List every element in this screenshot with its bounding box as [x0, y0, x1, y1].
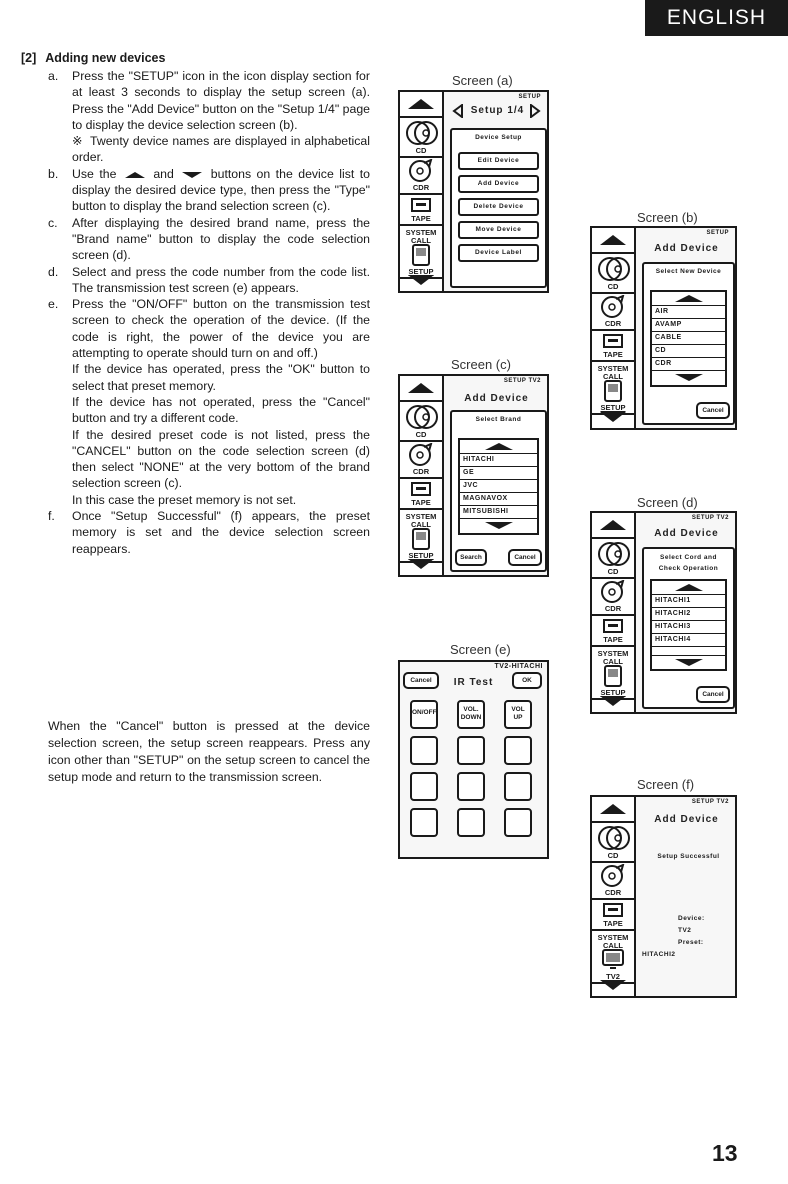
call-label: CALL — [603, 941, 623, 950]
panel-heading: Select Brand — [475, 416, 522, 423]
instructions — [48, 68, 370, 557]
list-down-arrow-icon[interactable] — [652, 655, 725, 669]
scroll-up-icon[interactable] — [600, 804, 626, 814]
screen-a-caption: Screen (a) — [452, 73, 513, 88]
step-letter: c. — [48, 215, 58, 230]
tape-label: TAPE — [411, 498, 431, 507]
icon-sidebar — [592, 513, 636, 712]
scroll-down-icon[interactable] — [600, 412, 626, 422]
panel-heading-line-2: Check Operation — [658, 565, 719, 572]
list-item[interactable]: CDR — [652, 358, 725, 371]
section-title: Adding new devices — [45, 51, 166, 65]
call-label: CALL — [411, 236, 431, 245]
scroll-up-icon[interactable] — [600, 520, 626, 530]
step-text: buttons on the device list to display the desired device type, then press the "Type" button to display the brand selection screen (c). — [72, 166, 370, 214]
step-e — [48, 296, 370, 361]
list-item[interactable]: MAGNAVOX — [460, 493, 537, 506]
system-label: SYSTEM — [405, 228, 437, 237]
delete-device-button[interactable]: Delete Device — [458, 198, 539, 216]
panel-heading: Device Setup — [475, 134, 522, 141]
mode-tag: SETUP TV2 — [503, 378, 541, 384]
step-letter: b. — [48, 166, 59, 181]
screen-b — [590, 226, 737, 430]
screen-b-caption: Screen (b) — [637, 210, 698, 225]
step-text: Select and press the code number from the code list. The transmission test screen (e) appears. — [72, 264, 370, 295]
step-e-not-set — [48, 492, 370, 508]
success-message: Setup Successful — [657, 853, 720, 860]
blank-button[interactable] — [410, 808, 438, 837]
screen-title: IR Test — [453, 677, 494, 688]
step-text: If the device has not operated, press the "Cancel" button and try a different code. — [72, 394, 370, 426]
step-f — [48, 508, 370, 557]
note-text: Twenty device names are displayed in alphabetical order. — [72, 134, 370, 165]
list-item[interactable]: MITSUBISHI — [460, 506, 537, 519]
screen-e — [398, 660, 549, 859]
note-mark: ※ — [72, 134, 83, 149]
icon-sidebar — [400, 92, 444, 291]
tape-label: TAPE — [603, 350, 623, 359]
screen-d — [590, 511, 737, 714]
list-item[interactable]: AVAMP — [652, 319, 725, 332]
list-item[interactable]: GE — [460, 467, 537, 480]
tape-label: TAPE — [603, 919, 623, 928]
scroll-up-icon[interactable] — [408, 383, 434, 393]
cd-icon[interactable] — [596, 541, 632, 567]
cdr-label: CDR — [604, 604, 622, 613]
device-setup-panel — [450, 128, 547, 288]
brand-list — [458, 438, 539, 535]
closing-paragraph: When the "Cancel" button is pressed at the device selection screen, the setup screen reappears. Press any icon other than "SETUP" on the setup screen to cancel the setup mode and return to the transmission screen. — [48, 719, 370, 784]
step-letter: e. — [48, 297, 59, 312]
tape-icon[interactable] — [411, 482, 431, 496]
panel-heading-line-1: Select Cord and — [660, 554, 717, 561]
scroll-down-icon[interactable] — [600, 696, 626, 706]
list-item[interactable]: CABLE — [652, 332, 725, 345]
cd-label: CD — [415, 430, 427, 439]
system-label: SYSTEM — [597, 933, 629, 942]
setup-label[interactable]: SETUP — [600, 688, 626, 697]
page-number: 13 — [712, 1140, 738, 1166]
list-item[interactable]: CD — [652, 345, 725, 358]
cd-label: CD — [607, 851, 619, 860]
step-text: After displaying the desired brand name, press the "Brand name" button to display the code selection screen (d). — [72, 215, 370, 263]
mode-tag: SETUP TV2 — [691, 799, 729, 805]
blank-button[interactable] — [504, 772, 532, 801]
section-heading — [21, 51, 165, 65]
cancel-button[interactable]: Cancel — [696, 686, 730, 703]
step-b — [48, 166, 370, 215]
tv-icon[interactable] — [602, 949, 624, 969]
system-label: SYSTEM — [597, 649, 629, 658]
code-list — [650, 579, 727, 671]
call-label: CALL — [411, 520, 431, 529]
cdr-icon[interactable] — [600, 864, 626, 888]
call-label: CALL — [603, 372, 623, 381]
step-text: Press the "ON/OFF" button on the transmission test screen to check the operation of the device. (If the code is right, the power of the device you are attempting to operate should turn on and off.) — [72, 297, 370, 361]
tape-label: TAPE — [411, 214, 431, 223]
screen-title: Add Device — [654, 243, 719, 254]
cancel-button[interactable]: Cancel — [508, 549, 542, 566]
blank-button[interactable] — [504, 736, 532, 765]
mode-tag: SETUP TV2 — [691, 515, 729, 521]
list-item[interactable]: HITACHI1 — [652, 595, 725, 608]
cd-icon[interactable] — [404, 404, 440, 430]
cdr-label: CDR — [412, 183, 430, 192]
list-item[interactable]: HITACHI — [460, 454, 537, 467]
screen-title: Add Device — [654, 814, 719, 825]
cd-icon[interactable] — [404, 120, 440, 146]
tape-icon[interactable] — [603, 619, 623, 633]
blank-button[interactable] — [410, 736, 438, 765]
step-letter: d. — [48, 264, 59, 279]
blank-button[interactable] — [457, 808, 485, 837]
cd-icon[interactable] — [596, 256, 632, 282]
step-c — [48, 215, 370, 264]
system-call-icon[interactable] — [604, 665, 622, 687]
screen-a — [398, 90, 549, 293]
mode-tag: TV2-HITACHI — [494, 663, 543, 670]
cdr-label: CDR — [604, 319, 622, 328]
system-label: SYSTEM — [597, 364, 629, 373]
preset-value: HITACHI2 — [642, 951, 676, 958]
down-arrow-icon — [182, 172, 202, 178]
cdr-label: CDR — [412, 467, 430, 476]
step-a — [48, 68, 370, 133]
mode-tag: SETUP — [518, 94, 541, 100]
screen-title: Setup 1/4 — [470, 105, 525, 116]
preset-label: Preset: — [678, 939, 704, 946]
prev-page-icon[interactable] — [452, 104, 464, 118]
screen-f — [590, 795, 737, 998]
edit-device-button[interactable]: Edit Device — [458, 152, 539, 170]
tape-icon[interactable] — [603, 334, 623, 348]
device-label: Device: — [678, 915, 705, 922]
step-d — [48, 264, 370, 297]
brand-select-panel — [450, 410, 547, 572]
blank-button[interactable] — [410, 772, 438, 801]
cancel-button[interactable]: Cancel — [696, 402, 730, 419]
step-text: Press the "SETUP" icon in the icon display section for at least 3 seconds to display the setup screen (a). Press the "Add Device" button on the "Setup 1/4" page to display the device selection screen (b). — [72, 69, 370, 132]
step-e-cancel — [48, 394, 370, 427]
step-text: Use the — [72, 166, 117, 181]
step-e-ok — [48, 361, 370, 394]
system-label: SYSTEM — [405, 512, 437, 521]
setup-label[interactable]: SETUP — [408, 267, 434, 276]
list-item[interactable]: JVC — [460, 480, 537, 493]
icon-sidebar — [592, 228, 636, 428]
device-value: TV2 — [678, 927, 692, 934]
list-item[interactable]: AIR — [652, 306, 725, 319]
tape-icon[interactable] — [411, 198, 431, 212]
list-down-arrow-icon[interactable] — [460, 519, 537, 533]
step-text: In this case the preset memory is not set. — [72, 492, 297, 507]
mode-tag: SETUP — [706, 230, 729, 236]
icon-sidebar — [592, 797, 636, 996]
scroll-down-icon[interactable] — [408, 559, 434, 569]
system-call-icon[interactable] — [604, 380, 622, 402]
screen-title: Add Device — [654, 528, 719, 539]
result-panel — [642, 831, 735, 993]
step-a-note — [48, 133, 370, 166]
section-number: [2] — [21, 51, 37, 65]
cd-label: CD — [415, 146, 427, 155]
list-up-arrow-icon[interactable] — [652, 581, 725, 595]
scroll-up-icon[interactable] — [408, 99, 434, 109]
setup-label[interactable]: SETUP — [600, 403, 626, 412]
cd-icon[interactable] — [596, 825, 632, 851]
setup-label[interactable]: SETUP — [408, 551, 434, 560]
list-item[interactable]: HITACHI3 — [652, 621, 725, 634]
screen-c-caption: Screen (c) — [451, 357, 511, 372]
screen-e-caption: Screen (e) — [450, 642, 511, 657]
language-badge: ENGLISH — [645, 0, 788, 36]
up-arrow-icon — [125, 172, 145, 178]
blank-button[interactable] — [457, 772, 485, 801]
list-up-arrow-icon[interactable] — [460, 440, 537, 454]
tape-label: TAPE — [603, 635, 623, 644]
icon-sidebar — [400, 376, 444, 575]
list-spacer — [652, 647, 725, 655]
on-off-button[interactable]: ON/OFF — [410, 700, 438, 729]
panel-heading: Select New Device — [655, 268, 722, 275]
step-letter: f. — [48, 509, 55, 524]
screen-c — [398, 374, 549, 577]
cd-label: CD — [607, 567, 619, 576]
call-label: CALL — [603, 657, 623, 666]
move-device-button[interactable]: Move Device — [458, 221, 539, 239]
cdr-icon[interactable] — [408, 443, 434, 467]
step-letter: a. — [48, 69, 59, 83]
cdr-label: CDR — [604, 888, 622, 897]
list-up-arrow-icon[interactable] — [652, 292, 725, 306]
cd-label: CD — [607, 282, 619, 291]
scroll-down-icon[interactable] — [408, 275, 434, 285]
list-down-arrow-icon[interactable] — [652, 371, 725, 385]
device-list — [650, 290, 727, 387]
tv2-label[interactable]: TV2 — [606, 972, 620, 981]
blank-button[interactable] — [457, 736, 485, 765]
scroll-down-icon[interactable] — [600, 980, 626, 990]
step-text: If the desired preset code is not listed, press the "CANCEL" button on the code selection screen (d) then select "NONE" at the very bottom of the brand selection screen (c). — [72, 427, 370, 491]
system-call-icon[interactable] — [412, 528, 430, 550]
cdr-icon[interactable] — [600, 580, 626, 604]
tape-icon[interactable] — [603, 903, 623, 917]
vol-up-button[interactable]: VOL UP — [504, 700, 532, 729]
scroll-up-icon[interactable] — [600, 235, 626, 245]
screen-f-caption: Screen (f) — [637, 777, 695, 792]
vol-down-button[interactable]: VOL. DOWN — [457, 700, 485, 729]
step-e-none — [48, 427, 370, 492]
list-item[interactable]: HITACHI2 — [652, 608, 725, 621]
device-label-button[interactable]: Device Label — [458, 244, 539, 262]
ok-button[interactable]: OK — [512, 672, 542, 689]
cdr-icon[interactable] — [408, 159, 434, 183]
code-select-panel — [642, 547, 735, 709]
system-call-icon[interactable] — [412, 244, 430, 266]
cancel-button[interactable]: Cancel — [403, 672, 439, 689]
search-button[interactable]: Search — [455, 549, 487, 566]
add-device-button[interactable]: Add Device — [458, 175, 539, 193]
list-item[interactable]: HITACHI4 — [652, 634, 725, 647]
next-page-icon[interactable] — [529, 104, 541, 118]
step-text: and — [153, 166, 174, 181]
step-text: Once "Setup Successful" (f) appears, the preset memory is set and the device selection screen reappears. — [72, 509, 370, 556]
blank-button[interactable] — [504, 808, 532, 837]
device-select-panel — [642, 262, 735, 425]
step-text: If the device has operated, press the "OK" button to select that preset memory. — [72, 362, 370, 393]
screen-d-caption: Screen (d) — [637, 495, 698, 510]
cdr-icon[interactable] — [600, 295, 626, 319]
screen-title: Add Device — [464, 393, 529, 404]
